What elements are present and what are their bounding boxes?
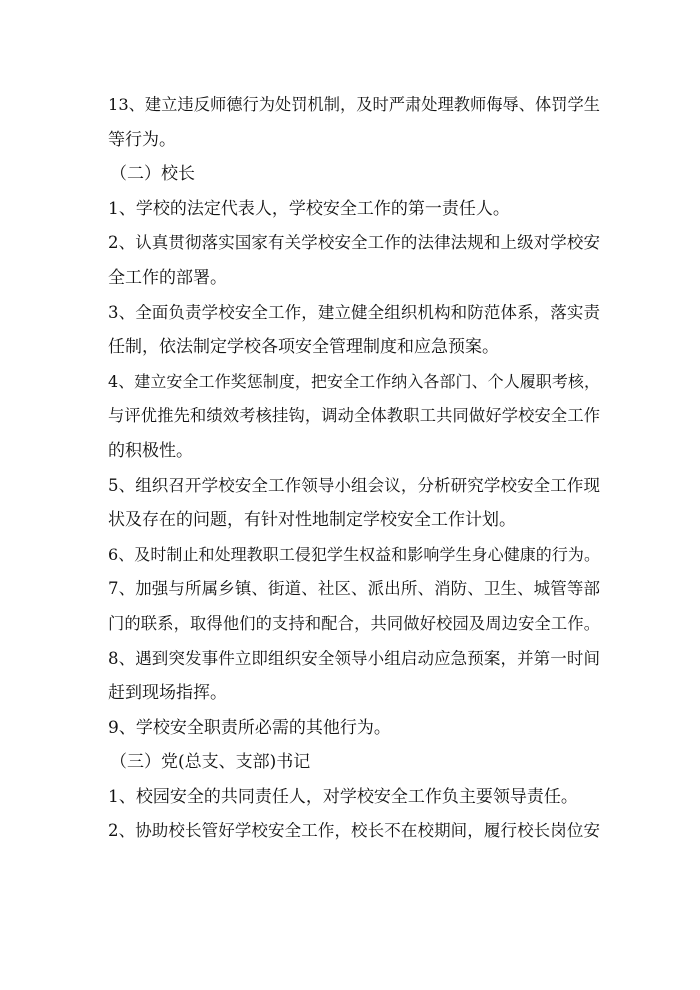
text-line: 9、学校安全职责所必需的其他行为。 (108, 717, 391, 738)
text-line: 的积极性。 (108, 440, 193, 461)
text-line: 5、组织召开学校安全工作领导小组会议，分析研究学校安全工作现 (108, 475, 600, 495)
text-line: 7、加强与所属乡镇、街道、社区、派出所、消防、卫生、城管等部 (108, 579, 600, 599)
text-line: 3、全面负责学校安全工作，建立健全组织机构和防范体系，落实责 (108, 302, 600, 322)
text-line: 2、协助校长管好学校安全工作，校长不在校期间，履行校长岗位安 (108, 821, 600, 841)
text-line: 等行为。 (108, 129, 176, 150)
text-line: 6、及时制止和处理教职工侵犯学生权益和影响学生身心健康的行为。 (108, 544, 600, 564)
text-line: 门的联系，取得他们的支持和配合，共同做好校园及周边安全工作。 (108, 613, 600, 633)
text-line: 赶到现场指挥。 (108, 683, 227, 704)
section-heading: （二）校长 (110, 164, 195, 185)
text-line: 8、遇到突发事件立即组织安全领导小组启动应急预案，并第一时间 (108, 648, 600, 668)
text-line: 状及存在的问题，有针对性地制定学校安全工作计划。 (108, 510, 516, 531)
section-heading: （三）党(总支、支部)书记 (110, 752, 311, 773)
document-body (108, 88, 600, 849)
text-line: 13、建立违反师德行为处罚机制，及时严肃处理教师侮辱、体罚学生 (108, 95, 600, 114)
text-line: 4、建立安全工作奖惩制度，把安全工作纳入各部门、个人履职考核， (108, 371, 600, 391)
text-line: 任制，依法制定学校各项安全管理制度和应急预案。 (108, 337, 499, 358)
text-line: 1、校园安全的共同责任人，对学校安全工作负主要领导责任。 (108, 786, 578, 807)
text-line: 全工作的部署。 (108, 267, 227, 288)
text-line: 1、学校的法定代表人，学校安全工作的第一责任人。 (108, 198, 510, 219)
text-line: 与评优推先和绩效考核挂钩，调动全体教职工共同做好学校安全工作 (108, 406, 600, 426)
text-line: 2、认真贯彻落实国家有关学校安全工作的法律法规和上级对学校安 (108, 233, 600, 253)
